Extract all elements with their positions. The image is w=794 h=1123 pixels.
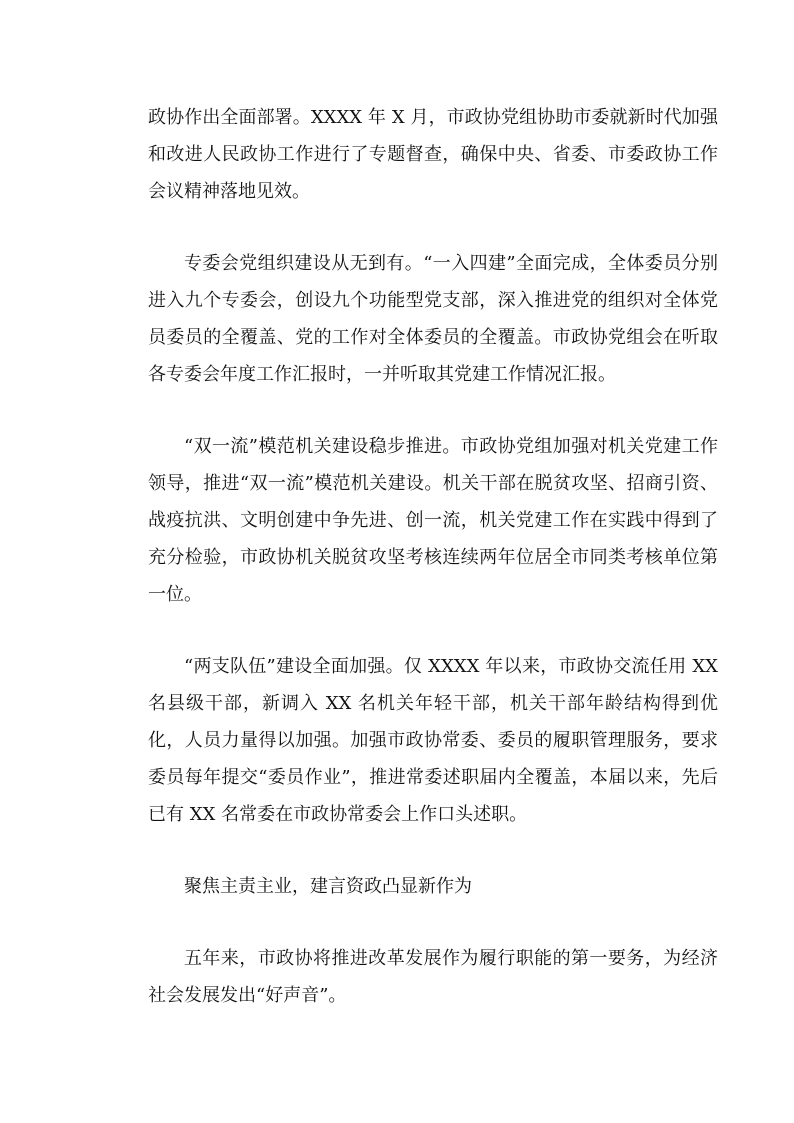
paragraph-committee-party-building: 专委会党组织建设从无到有。“一入四建”全面完成，全体委员分别进入九个专委会，创设九个功能型党支部，深入推进党的组织对全体党员委员的全覆盖、党的工作对全体委员的全覆盖。市政协党组会在听取各专委会年度工作汇报时，一并听取其党建工作情况汇报。 bbox=[148, 253, 718, 385]
section-heading: 聚焦主责主业，建言资政凸显新作为 bbox=[184, 876, 472, 897]
document-body bbox=[148, 99, 718, 1049]
paragraph-continuation: 政协作出全面部署。XXXX 年 X 月，市政协党组协助市委就新时代加强和改进人民政协工作进行了专题督查，确保中央、省委、市委政协工作会议精神落地见效。 bbox=[148, 107, 719, 202]
paragraph-two-teams: “两支队伍”建设全面加强。仅 XXXX 年以来，市政协交流任用 XX 名县级干部，新调入 XX 名机关年轻干部，机关干部年龄结构得到优化，人员力量得以加强。加强市政协常委、委员的履职管理服务，要求委员每年提交“委员作业”，推进常委述职届内全覆盖，本届以来，先后已有 XX 名常委在市政协常委会上作口头述职。 bbox=[148, 656, 718, 825]
paragraph-model-organ: “双一流”模范机关建设稳步推进。市政协党组加强对机关党建工作领导，推进“双一流”模范机关建设。机关干部在脱贫攻坚、招商引资、战疫抗洪、文明创建中争先进、创一流，机关党建工作在实践中得到了充分检验，市政协机关脱贫攻坚考核连续两年位居全市同类考核单位第一位。 bbox=[148, 436, 718, 605]
paragraph-five-years: 五年来，市政协将推进改革发展作为履行职能的第一要务，为经济社会发展发出“好声音”。 bbox=[148, 948, 718, 1006]
